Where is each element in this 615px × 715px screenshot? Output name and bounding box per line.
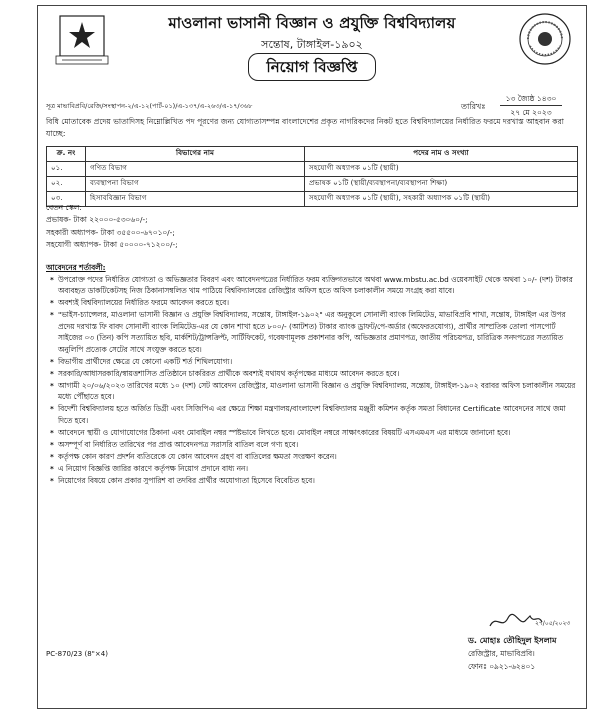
- cell-department: গণিত বিভাগ: [86, 162, 305, 177]
- posts-table: [46, 146, 578, 207]
- table-row: [47, 177, 578, 192]
- cell-post: সহযোগী অধ্যাপক ০১টি (স্থায়ী): [305, 162, 578, 177]
- list-item: * কর্তৃপক্ষ কোন কারণ প্রদর্শন ব্যতিরেকে যে কোন আবেদন গ্রহণ বা বাতিলের ক্ষমতা সংরক্ষণ করেন।: [58, 451, 580, 463]
- list-item: * অসম্পূর্ণ বা নির্ধারিত তারিখের পর প্রাপ্ত আবেদনপত্র সরাসরি বাতিল বলে গণ্য হবে।: [58, 439, 580, 451]
- date-english: ২৭ মে ২০২৩: [510, 108, 552, 117]
- university-address: সন্তোষ, টাঙ্গাইল-১৯০২: [261, 38, 363, 51]
- pay-scale-line: সহযোগী অধ্যাপক- টাকা ৫০০০০-৭১২০০/-;: [46, 239, 178, 249]
- memo-reference: সূত্র মাভাবিপ্রবি/রেজি/সংস্থাপন-২/এ-১২(পার্ট-০১)/এ-১৩৭/এ-২৬৩/এ-১৭/৩৬৮: [46, 102, 253, 110]
- cell-serial: ০২.: [47, 177, 86, 192]
- pay-scale-section: [46, 202, 178, 251]
- conditions-list: [46, 274, 580, 487]
- col-header-post: পদের নাম ও সংখ্যা: [305, 147, 578, 162]
- list-item: * বিদেশী বিশ্ববিদ্যালয় হতে অর্জিত ডিগ্রী এবং সিজিপিএ এর ক্ষেত্রে শিক্ষা মন্ত্রণালয়/বাংলাদেশ বিশ্ববিদ্যালয় মঞ্জুরী কমিশন কর্তৃক সমতা বিধানের Certificate আবেদনের সাথে জমা দিতে হবে।: [58, 403, 580, 426]
- list-item: * সরকারি/আধাসরকারি/স্বায়ত্তশাসিত প্রতিষ্ঠানে চাকরিরত প্রার্থীকে অবশ্যই যথাযথ কর্তৃপক্ষের মাধ্যমে আবেদন করতে হবে।: [58, 368, 580, 380]
- conditions-section: [46, 262, 580, 487]
- date-label: তারিখঃ: [461, 102, 486, 111]
- col-header-department: বিভাগের নাম: [86, 147, 305, 162]
- intro-paragraph: বিধি মোতাবেক প্রদেয় ভাতাদিসহ নিম্নোল্লিখিত পদ পূরণের জন্য যোগ্যতাসম্পন্ন বাংলাদেশের প্রকৃত নাগরিকদের নিকট হতে বিশ্ববিদ্যালয়ের নির্ধারিত ফরমে দরখাস্ত আহবান করা যাচ্ছে:: [46, 117, 564, 138]
- pay-scale-line: প্রভাষক- টাকা ২২০০০-৫৩০৬০/-;: [46, 215, 148, 225]
- cell-department: ব্যবস্থাপনা বিভাগ: [86, 177, 305, 192]
- cell-serial: ০৩.: [47, 192, 86, 207]
- list-item: * এ নিয়োগ বিজ্ঞপ্তি জারির কারণে কর্তৃপক্ষ নিয়োগ প্রদানে বাধ্য নন।: [58, 463, 580, 475]
- cell-department: হিসাববিজ্ঞান বিভাগ: [86, 192, 305, 207]
- col-header-serial: ক্র. নং: [47, 147, 86, 162]
- list-item: * আগামী ২০/০৬/২০২৩ তারিখের মধ্যে ১০ (দশ) সেট আবেদন রেজিস্ট্রার, মাওলানা ভাসানী বিজ্ঞান ও প্রযুক্তি বিশ্ববিদ্যালয়, সন্তোষ, টাঙ্গাইল-১৯০২ বরাবর অফিস চলাকালীন সময়ের মধ্যে পৌঁছাতে হবে।: [58, 380, 580, 403]
- list-item: * "ভাইস-চ্যান্সেলর, মাওলানা ভাসানী বিজ্ঞান ও প্রযুক্তি বিশ্ববিদ্যালয়, সন্তোষ, টাঙ্গাইল-১৯০২" এর অনুকূলে সোনালী ব্যাংক লিমিটেড, মাভাবিপ্রবি শাখা, সন্তোষ, টাঙ্গাইল এর উপর প্রদেয় দরখাস্ত ফি বাবদ সোনালী ব্যাংক লিমিটেড-এর যে কোন শাখা হতে ৮০০/- (আটশত) টাকার ব্যাংক ড্রাফট/পে-অর্ডার (অফেরতযোগ্য), প্রার্থীর সাম্প্রতিক তোলা পাসপোর্ট সাইজের ০৩ (তিন) কপি সত্যায়িত ছবি, মার্কশিট/ট্রান্সক্রিপ্ট, সার্টিফিকেট, গবেষণামূলক প্রকাশনার কপি, অভিজ্ঞতার প্রমাণপত্র, জাতীয় পরিচয়পত্র, চারিত্রিক সনদপত্রের সত্যায়িত অনুলিপি প্রত্যেক সেটের সাথে সংযুক্ত করতে হবে।: [58, 309, 580, 355]
- list-item: * নিয়োগের বিষয়ে কোন প্রকার সুপারিশ বা তদবির প্রার্থীর অযোগ্যতা হিসেবে বিবেচিত হবে।: [58, 475, 580, 487]
- signature-date: ২৭/০৫/২০২৩: [535, 620, 571, 627]
- list-item: * উপরোক্ত পদের নির্ধারিত যোগ্যতা ও অভিজ্ঞতার বিবরণ এবং আবেদনপত্রের নির্ধারিত ফরম ব্যক্তিগতভাবে অথবা www.mbstu.ac.bd ওয়েবসাইট থেকে অথবা ১০/- (দশ) টাকার অব্যবহৃত ডাকটিকেটসহ নিজ ঠিকানাসম্বলিত খাম পাঠিয়ে বিশ্ববিদ্যালয়ের রেজিস্ট্রার অফিস হতে অফিস চলাকালীন সময়ে সংগ্রহ করা যাবে।: [58, 274, 580, 297]
- print-code: PC-870/23 (8"×4): [46, 650, 108, 658]
- pay-scale-line: সহকারী অধ্যাপক- টাকা ৩৫৫০০-৬৭০১০/-;: [46, 227, 175, 237]
- notice-title: নিয়োগ বিজ্ঞপ্তি: [248, 53, 376, 81]
- university-name: মাওলানা ভাসানী বিজ্ঞান ও প্রযুক্তি বিশ্ববিদ্যালয়: [168, 14, 456, 32]
- table-header-row: [47, 147, 578, 162]
- pay-scale-heading: বেতন স্কেল:: [46, 203, 82, 212]
- list-item: * আবেদনে স্থায়ী ও যোগাযোগের ঠিকানা এবং মোবাইল নম্বর স্পষ্টভাবে লিখতে হবে। মোবাইল নম্বরে সাক্ষাৎকারের বিষয়টি এসএমএস এর মাধ্যমে জানানো হবে।: [58, 427, 580, 439]
- signatory-designation: রেজিস্ট্রার, মাভাবিপ্রবি।: [468, 649, 535, 658]
- signatory-block: [468, 634, 556, 673]
- date-block: [500, 92, 562, 119]
- cell-serial: ০১.: [47, 162, 86, 177]
- date-bangla: ১৩ জ্যৈষ্ঠ ১৪৩০: [505, 94, 557, 103]
- cell-post: সহযোগী অধ্যাপক ০১টি (স্থায়ী), সহকারী অধ্যাপক ০১টি (স্থায়ী): [305, 192, 578, 207]
- cell-post: প্রভাষক ০১টি (স্থায়ী/ব্যবস্থাপনা/ব্যবস্থাপনা শিক্ষা): [305, 177, 578, 192]
- signatory-name: ড. মোহাঃ তৌহিদুল ইসলাম: [468, 636, 557, 645]
- conditions-heading: আবেদনের শর্তাবলী:: [46, 263, 106, 272]
- table-row: [47, 162, 578, 177]
- list-item: * বিভাগীয় প্রার্থীদের ক্ষেত্রে যে কোনো একটি শর্ত শিথিলযোগ্য।: [58, 356, 580, 368]
- list-item: * অবশ্যই বিশ্ববিদ্যালয়ের নির্ধারিত ফরমে আবেদন করতে হবে।: [58, 297, 580, 309]
- recruitment-notice-page: [37, 5, 587, 709]
- signatory-phone: ফোনঃ ০৯২১-৬২৪০১: [468, 662, 536, 671]
